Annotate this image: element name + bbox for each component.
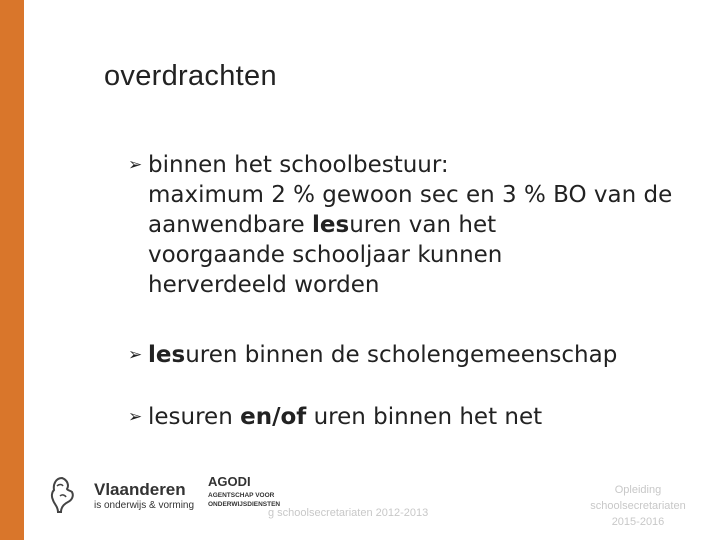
agodi-logo-text: AGODI — [208, 474, 251, 489]
agodi-logo-subtitle: AGENTSCHAP VOOR ONDERWIJSDIENSTEN — [208, 492, 281, 508]
bullet-text: binnen het schoolbestuur: maximum 2 % gewoon sec en 3 % BO van de aanwendbare lesuren van het voorgaande schooljaar kunnen herverdeeld worden — [148, 152, 673, 298]
bullet-item — [128, 150, 688, 300]
arrow-bullet-icon: ➢ — [128, 407, 143, 427]
footer-right-text: Opleiding schoolsecretariaten 2015-2016 — [590, 484, 686, 528]
accent-side-bar — [0, 0, 24, 540]
vlaanderen-logo-text: Vlaanderen — [94, 480, 186, 499]
bullet-text: lesuren en/of uren binnen het net — [148, 404, 543, 430]
slide-title: overdrachten — [104, 60, 277, 92]
bullet-item — [128, 340, 617, 370]
bullet-text: lesuren binnen de scholengemeenschap — [148, 342, 618, 368]
arrow-bullet-icon: ➢ — [128, 155, 143, 175]
arrow-bullet-icon: ➢ — [128, 345, 143, 365]
footer-center-text: g schoolsecretariaten 2012-2013 — [268, 507, 429, 519]
vlaanderen-logo-subtitle: is onderwijs & vorming — [94, 500, 195, 511]
flemish-lion-icon — [48, 474, 78, 518]
bullet-item — [128, 402, 542, 432]
